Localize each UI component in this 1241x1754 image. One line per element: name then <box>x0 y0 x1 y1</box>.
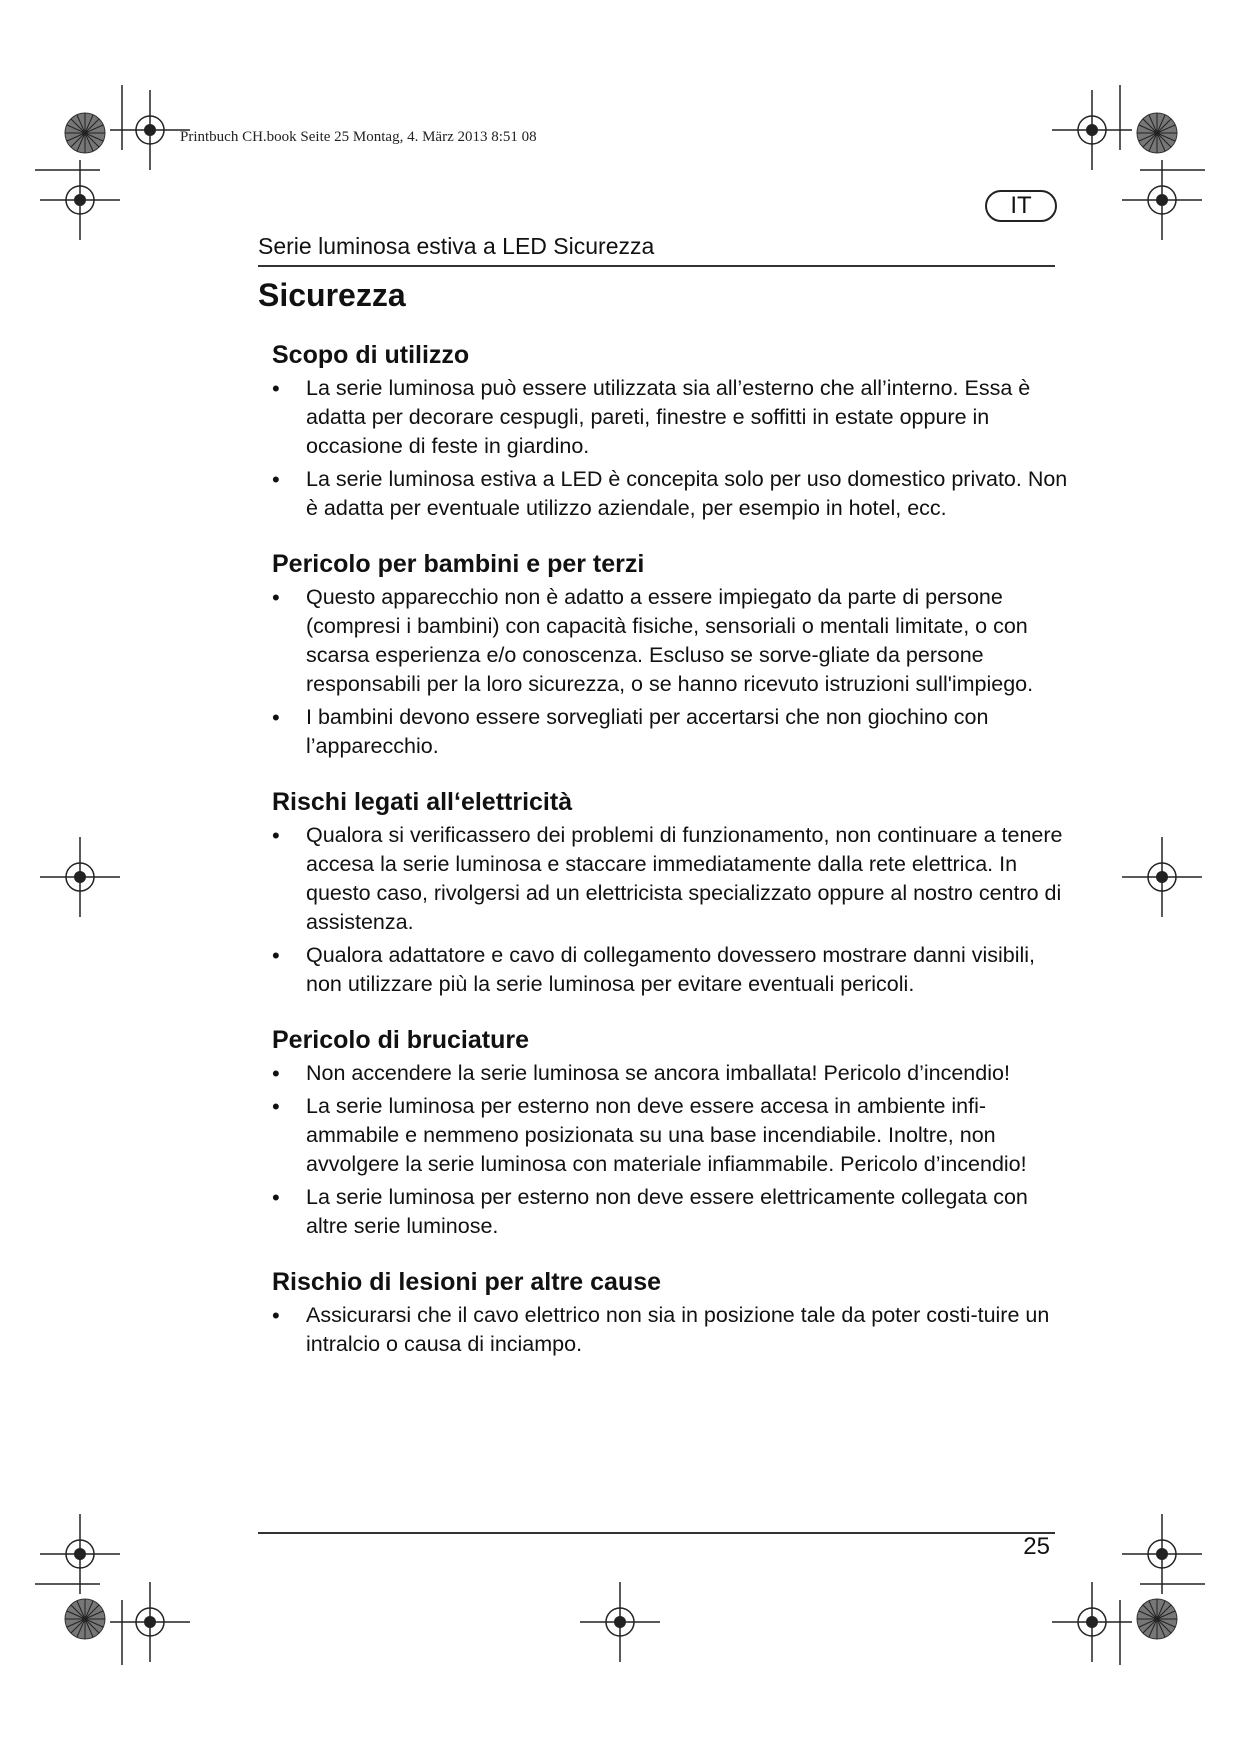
language-badge: IT <box>985 190 1057 222</box>
list-item: • La serie luminosa estiva a LED è concepita solo per uso domestico privato. Non è adatta per eventuale utilizzo aziendale, per esempio in hotel, ecc. <box>272 465 1072 523</box>
registration-star-icon <box>1137 1599 1177 1639</box>
header-rule <box>258 265 1055 267</box>
section-pericolo-bambini <box>272 547 1072 761</box>
section-rischio-lesioni <box>272 1265 1072 1359</box>
registration-cross-icon <box>1122 837 1202 917</box>
registration-cross-icon <box>40 837 120 917</box>
section-heading: Rischi legati all‘elettricità <box>272 788 573 816</box>
list-item: • I bambini devono essere sorvegliati per accertarsi che non giochino con l’apparecchio. <box>272 703 1072 761</box>
section-heading: Pericolo di bruciature <box>272 1026 530 1054</box>
list-item: • Non accendere la serie luminosa se ancora imballata! Pericolo d’incendio! <box>272 1059 1072 1088</box>
registration-star-icon <box>65 1599 105 1639</box>
section-pericolo-bruciature <box>272 1023 1072 1241</box>
list-item: • Assicurarsi che il cavo elettrico non sia in posizione tale da poter costi-tuire un intralcio o causa di inciampo. <box>272 1301 1072 1359</box>
section-rischi-elettricita <box>272 785 1072 999</box>
registration-star-icon <box>1137 113 1177 153</box>
footer-rule <box>258 1532 1055 1534</box>
running-head: Serie luminosa estiva a LED Sicurezza <box>258 233 655 259</box>
section-scopo-di-utilizzo <box>272 338 1072 523</box>
list-item: • La serie luminosa per esterno non deve essere accesa in ambiente infi-ammabile e nemmeno posizionata su una base incendiabile. Inoltre, non avvolgere la serie luminosa con materiale infiammabile. Pericolo d’incendio! <box>272 1092 1072 1179</box>
page-title: Sicurezza <box>258 277 406 313</box>
registration-cross-icon <box>40 160 120 240</box>
section-heading: Scopo di utilizzo <box>272 341 470 369</box>
list-item: • La serie luminosa per esterno non deve essere elettricamente collegata con altre serie luminose. <box>272 1183 1072 1241</box>
registration-cross-icon <box>1122 160 1202 240</box>
registration-star-icon <box>65 113 105 153</box>
registration-cross-icon <box>580 1582 660 1662</box>
section-heading: Pericolo per bambini e per terzi <box>272 550 645 578</box>
list-item: • La serie luminosa può essere utilizzata sia all’esterno che all’interno. Essa è adatta per decorare cespugli, pareti, finestre e soffitti in estate oppure in occasione di feste in giardino. <box>272 374 1072 461</box>
list-item: • Qualora adattatore e cavo di collegamento dovessero mostrare danni visibili, non utilizzare più la serie luminosa per evitare eventuali pericoli. <box>272 941 1072 999</box>
safety-content <box>272 338 1072 1383</box>
list-item: • Qualora si verificassero dei problemi di funzionamento, non continuare a tenere accesa la serie luminosa e staccare immediatamente dalla rete elettrica. In questo caso, rivolgersi ad un elettricista specializzato oppure al nostro centro di assistenza. <box>272 821 1072 937</box>
page-number: 25 <box>1023 1533 1050 1560</box>
registration-cross-icon <box>40 1514 120 1594</box>
list-item: • Questo apparecchio non è adatto a essere impiegato da parte di persone (compresi i bambini) con capacità fisiche, sensoriali o mentali limitate, o con scarsa esperienza e/o conoscenza. Escluso se sorve-gliate da persone responsabili per la loro sicurezza, o se hanno ricevuto istruzioni sull'impiego. <box>272 583 1072 699</box>
registration-cross-icon <box>1122 1514 1202 1594</box>
section-heading: Rischio di lesioni per altre cause <box>272 1268 662 1296</box>
print-slug: Printbuch CH.book Seite 25 Montag, 4. März 2013 8:51 08 <box>180 129 537 145</box>
